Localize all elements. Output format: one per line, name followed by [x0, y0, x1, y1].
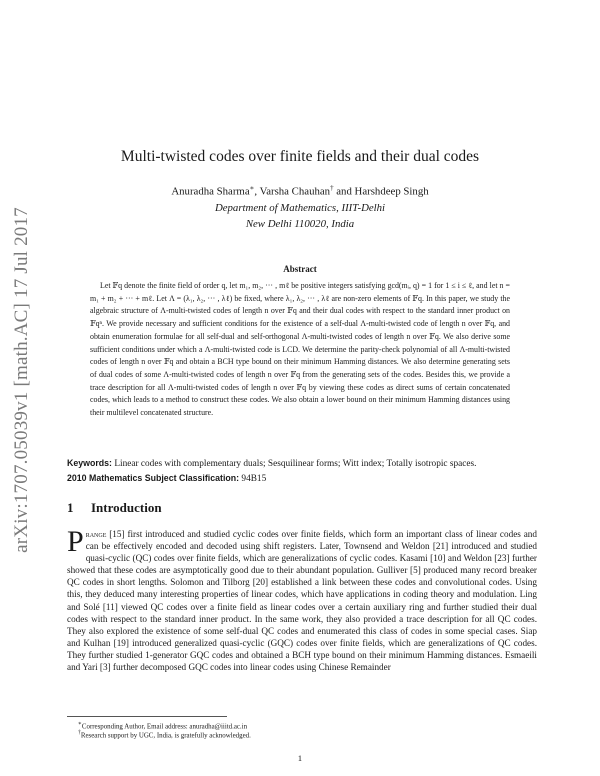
- abstract-heading: Abstract: [283, 264, 317, 274]
- affiliation-department: Department of Mathematics, IIIT-Delhi: [214, 202, 386, 214]
- intro-paragraph: [67, 525, 537, 673]
- author-1-footnote-mark[interactable]: ∗: [249, 184, 255, 192]
- footnote-2-mark: †: [78, 730, 81, 736]
- affiliation-city: New Delhi 110020, India: [245, 218, 355, 230]
- intro-dropcap: P: [67, 525, 84, 558]
- footnote-1-text: Corresponding Author, Email address: anuradha@iiitd.ac.in: [81, 723, 248, 731]
- abstract-body: [90, 280, 510, 420]
- keywords-block: [67, 456, 537, 486]
- affiliation: [0, 200, 600, 232]
- intro-smallcaps: range: [85, 529, 107, 539]
- footnote-2: [78, 729, 251, 740]
- author-1: Anuradha Sharma: [171, 185, 250, 198]
- arxiv-stamp: [6, 180, 38, 580]
- msc-text: 94B15: [241, 474, 267, 484]
- msc-line: [67, 471, 537, 486]
- introduction-body: [67, 525, 537, 673]
- arxiv-stamp-text: arXiv:1707.05039v1 [math.AC] 17 Jul 2017: [11, 207, 32, 553]
- paper-title: Multi-twisted codes over finite fields and their dual codes: [120, 148, 480, 165]
- msc-label: 2010 Mathematics Subject Classification:: [67, 473, 240, 483]
- footnote-rule: [67, 716, 227, 717]
- section-title: Introduction: [91, 500, 162, 515]
- section-heading: [67, 500, 162, 516]
- keywords-text: Linear codes with complementary duals; Sesquilinear forms; Witt index; Totally isotropic spaces.: [114, 459, 477, 469]
- keywords-line: [67, 456, 537, 471]
- abstract-paragraph: Let 𝔽q denote the finite field of order q, let m₁, m₂, ··· , mℓ be positive integers satisfying gcd(mᵢ, q) = 1 for 1 ≤ i ≤ ℓ, and let n = m₁ + m₂ + ··· + mℓ. Let Λ = (λ₁, λ₂, ··· , λℓ) be fixed, where λ₁, λ₂, ··· , λℓ are non-zero elements of 𝔽q. In this paper, we study the algebraic structure of Λ-multi-twisted codes of length n over 𝔽q and their dual codes with respect to the standard inner product on 𝔽qⁿ. We provide necessary and sufficient conditions for the existence of a self-dual Λ-multi-twisted code of length n over 𝔽q, and obtain enumeration formulae for all self-dual and self-orthogonal Λ-multi-twisted codes of length n over 𝔽q. We also derive some sufficient conditions under which a Λ-multi-twisted code is LCD. We determine the parity-check polynomial of all Λ-multi-twisted codes of length n over 𝔽q and obtain a BCH type bound on their minimum Hamming distances. We also determine generating sets of dual codes of some Λ-multi-twisted codes of length n over 𝔽q from the generating sets of the codes. Besides this, we provide a trace description for all Λ-multi-twisted codes of length n over 𝔽q by viewing these codes as direct sums of certain concatenated codes, which leads to a method to construct these codes. We also obtain a lower bound on their minimum Hamming distances using their multilevel concatenated structure.: [90, 281, 510, 418]
- intro-text: [15] first introduced and studied cyclic codes over finite fields, which form an important class of linear codes and can be effectively encoded and decoded using shift registers. Later, Townsend and Weldon [21] introduced and studied quasi-cyclic (QC) codes over finite fields, which are generalizations of cyclic codes. Kasami [10] and Weldon [23] further showed that these codes are asymptotically good due to their abundant population. Gulliver [5] produced many record breaker QC codes in short lengths. Solomon and Tilborg [20] established a link between these codes and convolutional codes. Using this, they deduced many interesting properties of linear codes, which have applications in coding theory and modulation. Ling and Solé [11] viewed QC codes over a finite field as linear codes over a certain auxiliary ring and further studied their dual codes with respect to the standard inner product. In the same work, they also provided a trace description for all QC codes. They also explored the existence of some self-dual QC codes and enumerated this class of codes in some special cases. Siap and Kulhan [19] introduced generalized quasi-cyclic (GQC) codes over finite fields, which are generalizations of QC codes. They further studied 1-generator GQC codes and obtained a BCH type bound on their minimum Hamming distances. Esmaeili and Yari [3] further decomposed GQC codes into linear codes using Chinese Remainder: [67, 529, 537, 673]
- footnote-1-mark: ∗: [78, 721, 82, 727]
- keywords-label: Keywords:: [67, 458, 112, 468]
- author-2-footnote-mark[interactable]: †: [330, 184, 334, 192]
- page-number: 1: [297, 753, 303, 763]
- author-3: and Harshdeep Singh: [333, 185, 429, 198]
- author-list: [0, 184, 600, 198]
- footnote-2-text: Research support by UGC, India, is gratefully acknowledged.: [80, 732, 251, 740]
- author-2: , Varsha Chauhan: [254, 185, 331, 198]
- section-number: 1: [67, 500, 74, 515]
